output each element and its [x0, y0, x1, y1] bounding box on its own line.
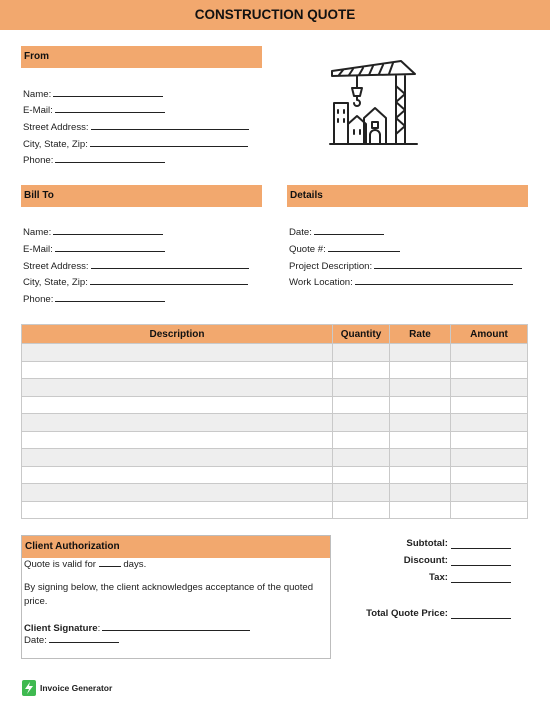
cell-rate[interactable]	[390, 344, 451, 362]
column-header-quantity: Quantity	[333, 325, 390, 344]
cell-rate[interactable]	[390, 414, 451, 432]
cell-amount[interactable]	[451, 501, 528, 519]
table-row	[22, 361, 528, 379]
from-name-label: Name:	[23, 89, 52, 100]
discount-label: Discount:	[403, 555, 448, 566]
cell-rate[interactable]	[390, 396, 451, 414]
cell-amount[interactable]	[451, 466, 528, 484]
cell-amount[interactable]	[451, 396, 528, 414]
client-signature-field[interactable]: Client Signature:	[24, 621, 250, 635]
column-header-description: Description	[22, 325, 333, 344]
cell-description[interactable]	[22, 344, 333, 362]
cell-quantity[interactable]	[333, 379, 390, 397]
cell-description[interactable]	[22, 501, 333, 519]
cell-rate[interactable]	[390, 449, 451, 467]
bill-city-field[interactable]	[23, 275, 248, 289]
brand-name: Invoice Generator	[40, 683, 113, 693]
details-work-location-label: Work Location:	[289, 277, 353, 288]
total-quote-price-label: Total Quote Price:	[366, 608, 448, 619]
lightning-bolt-icon	[22, 680, 36, 696]
details-date-label: Date:	[289, 227, 312, 238]
client-authorization-box	[21, 535, 331, 659]
bill-to-heading: Bill To	[21, 185, 262, 207]
cell-quantity[interactable]	[333, 414, 390, 432]
bill-name-label: Name:	[23, 227, 52, 238]
bill-email-label: E-Mail:	[23, 244, 53, 255]
from-street-field[interactable]	[23, 120, 249, 134]
bill-name-field[interactable]	[23, 225, 163, 239]
authorization-date-field[interactable]	[24, 633, 119, 647]
cell-description[interactable]	[22, 361, 333, 379]
subtotal-label: Subtotal:	[406, 538, 448, 549]
total-quote-price-field[interactable]	[451, 609, 511, 619]
client-signature-label: Client Signature	[24, 623, 98, 634]
document-title: CONSTRUCTION QUOTE	[0, 0, 550, 30]
cell-description[interactable]	[22, 449, 333, 467]
line-items-table	[21, 324, 528, 519]
table-row	[22, 466, 528, 484]
cell-amount[interactable]	[451, 449, 528, 467]
details-heading: Details	[287, 185, 528, 207]
cell-quantity[interactable]	[333, 484, 390, 502]
cell-rate[interactable]	[390, 431, 451, 449]
cell-quantity[interactable]	[333, 431, 390, 449]
cell-rate[interactable]	[390, 379, 451, 397]
cell-amount[interactable]	[451, 344, 528, 362]
bill-street-label: Street Address:	[23, 261, 89, 272]
details-project-description-field[interactable]	[289, 259, 522, 273]
client-authorization-heading: Client Authorization	[22, 536, 330, 558]
cell-description[interactable]	[22, 431, 333, 449]
cell-rate[interactable]	[390, 361, 451, 379]
table-row	[22, 449, 528, 467]
cell-description[interactable]	[22, 396, 333, 414]
quote-valid-days-field[interactable]	[24, 557, 146, 571]
cell-description[interactable]	[22, 379, 333, 397]
from-street-label: Street Address:	[23, 122, 89, 133]
cell-quantity[interactable]	[333, 361, 390, 379]
column-header-rate: Rate	[390, 325, 451, 344]
cell-amount[interactable]	[451, 414, 528, 432]
cell-amount[interactable]	[451, 361, 528, 379]
total-quote-price-text: Total Quote Price	[366, 608, 445, 619]
from-name-field[interactable]	[23, 87, 163, 101]
cell-rate[interactable]	[390, 484, 451, 502]
from-email-field[interactable]	[23, 103, 165, 117]
acknowledgement-text: By signing below, the client acknowledges acceptance of the quoted price.	[24, 582, 314, 607]
cell-quantity[interactable]	[333, 449, 390, 467]
bill-phone-label: Phone:	[23, 294, 54, 305]
cell-description[interactable]	[22, 466, 333, 484]
table-row	[22, 501, 528, 519]
subtotal-field[interactable]	[451, 539, 511, 549]
bill-street-field[interactable]	[23, 259, 249, 273]
cell-quantity[interactable]	[333, 466, 390, 484]
tax-field[interactable]	[451, 573, 511, 583]
table-row	[22, 396, 528, 414]
details-quote-number-field[interactable]	[289, 242, 400, 256]
column-header-amount: Amount	[451, 325, 528, 344]
cell-quantity[interactable]	[333, 396, 390, 414]
cell-amount[interactable]	[451, 379, 528, 397]
cell-description[interactable]	[22, 484, 333, 502]
from-city-field[interactable]	[23, 137, 248, 151]
cell-amount[interactable]	[451, 431, 528, 449]
bill-city-label: City, State, Zip:	[23, 277, 88, 288]
bill-email-field[interactable]	[23, 242, 165, 256]
cell-rate[interactable]	[390, 466, 451, 484]
quote-valid-suffix: days.	[123, 559, 147, 570]
table-row	[22, 484, 528, 502]
details-date-field[interactable]	[289, 225, 384, 239]
cell-quantity[interactable]	[333, 344, 390, 362]
from-city-label: City, State, Zip:	[23, 139, 88, 150]
bill-phone-field[interactable]	[23, 292, 165, 306]
details-work-location-field[interactable]	[289, 275, 513, 289]
cell-description[interactable]	[22, 414, 333, 432]
table-row	[22, 414, 528, 432]
cell-quantity[interactable]	[333, 501, 390, 519]
from-email-label: E-Mail:	[23, 105, 53, 116]
crane-building-icon	[329, 58, 419, 150]
cell-amount[interactable]	[451, 484, 528, 502]
cell-rate[interactable]	[390, 501, 451, 519]
line-items-body	[22, 344, 528, 519]
from-phone-field[interactable]	[23, 153, 165, 167]
from-heading: From	[21, 46, 262, 68]
details-quote-number-label: Quote #:	[289, 244, 326, 255]
quote-valid-prefix: Quote is valid for	[24, 559, 96, 570]
tax-label: Tax:	[428, 572, 448, 583]
discount-field[interactable]	[451, 556, 511, 566]
table-row	[22, 379, 528, 397]
table-row	[22, 431, 528, 449]
table-row	[22, 344, 528, 362]
authorization-date-label: Date:	[24, 635, 47, 646]
from-phone-label: Phone:	[23, 155, 54, 166]
details-project-description-label: Project Description:	[289, 261, 373, 272]
